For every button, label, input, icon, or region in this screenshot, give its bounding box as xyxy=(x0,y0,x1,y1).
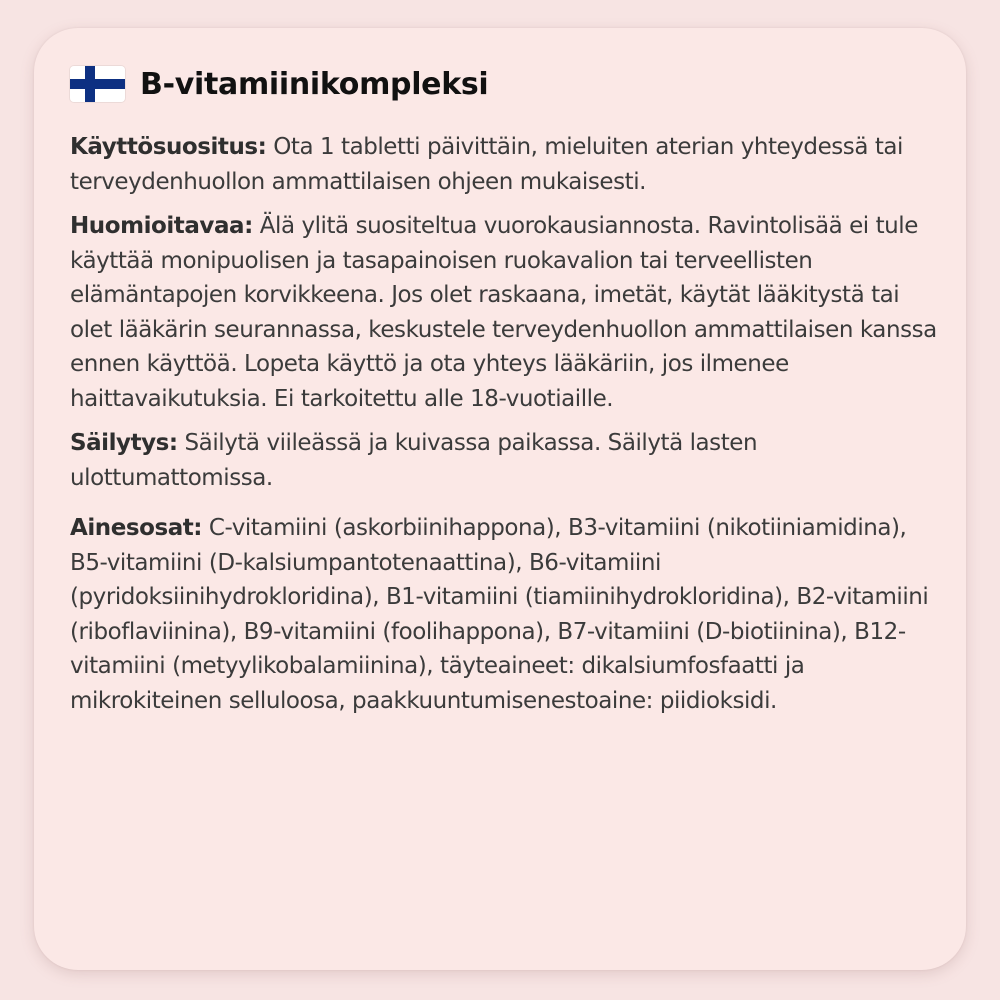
storage-text: Säilytä viileässä ja kuivassa paikassa. Säilytä lasten ulottumattomissa. xyxy=(70,430,758,491)
notice-section xyxy=(70,209,942,416)
card-header xyxy=(70,64,942,104)
ingredients-label: Ainesosat: xyxy=(70,515,203,541)
notice-text: Älä ylitä suositeltua vuorokausiannosta. Ravintolisää ei tule käyttää monipuolisen ja tasapainoisen ruokavalion tai terveellisten elämäntapojen korvikkeena. Jos olet raskaana, imetät, käytät lääkitystä tai olet lääkärin seurannassa, keskustele terveydenhuollon ammattilaisen kanssa ennen käyttöä. Lopeta käyttö ja ota yhteys lääkäriin, jos ilmenee haittavaikutuksia. Ei tarkoitettu alle 18-vuotiaille. xyxy=(70,213,937,412)
product-info-card xyxy=(34,28,966,970)
product-title: B-vitamiinikompleksi xyxy=(140,66,489,102)
ingredients-section xyxy=(70,511,942,718)
storage-label: Säilytys: xyxy=(70,430,178,456)
usage-section xyxy=(70,130,942,199)
ingredients-text: C-vitamiini (askorbiinihappona), B3-vitamiini (nikotiiniamidina), B5-vitamiini (D-kalsiumpantotenaattina), B6-vitamiini (pyridoksiinihydrokloridina), B1-vitamiini (tiamiinihydrokloridina), B2-vitamiini (riboflaviinina), B9-vitamiini (foolihappona), B7-vitamiini (D-biotiinina), B12-vitamiini (metyylikobalamiinina), täyteaineet: dikalsiumfosfaatti ja mikrokiteinen selluloosa, paakkuuntumisenestoaine: piidioksidi. xyxy=(70,515,929,714)
usage-text: Ota 1 tabletti päivittäin, mieluiten aterian yhteydessä tai terveydenhuollon ammattilaisen ohjeen mukaisesti. xyxy=(70,134,903,195)
finland-flag-icon xyxy=(70,66,125,102)
storage-section xyxy=(70,426,942,495)
usage-label: Käyttösuositus: xyxy=(70,134,267,160)
notice-label: Huomioitavaa: xyxy=(70,213,253,239)
flag-cross-horizontal xyxy=(70,79,125,89)
